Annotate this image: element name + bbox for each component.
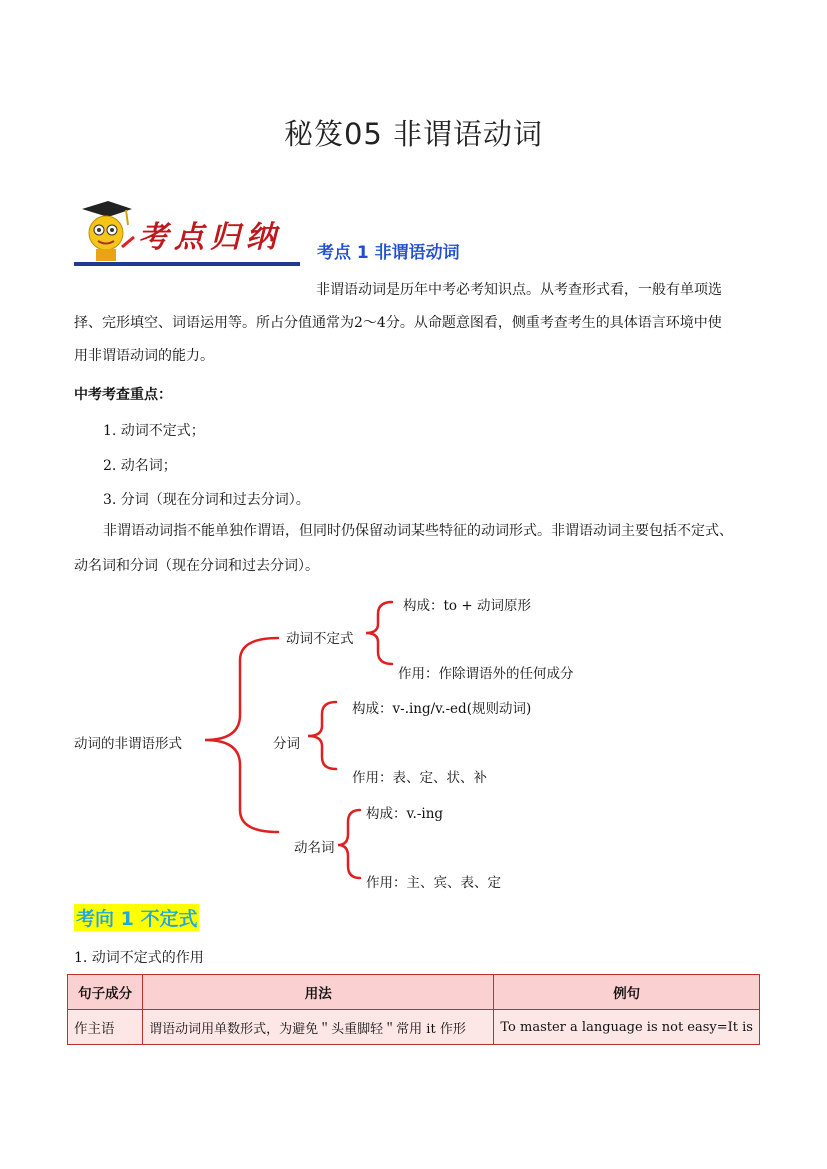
- intro-line-1: 非谓语动词是历年中考必考知识点。从考查形式看，一般有单项选: [316, 282, 722, 298]
- table-header-row: [68, 975, 760, 1010]
- diagram-gerund: 动名词: [294, 840, 335, 856]
- diagram-gerund-form: 构成：v.-ing: [366, 806, 444, 822]
- diagram-infinitive-form: 构成：to + 动词原形: [403, 598, 531, 614]
- table-header-cell: 用法: [143, 975, 494, 1010]
- diagram-infinitive-use: 作用：作除谓语外的任何成分: [398, 666, 574, 682]
- table-header-cell: 例句: [494, 975, 760, 1010]
- diagram-infinitive: 动词不定式: [286, 631, 354, 647]
- diagram-participle-use: 作用：表、定、状、补: [352, 770, 487, 786]
- table-cell: 谓语动词用单数形式，为避免＂头重脚轻＂常用 it 作形: [143, 1010, 494, 1045]
- focus-item-2: 2. 动名词；: [103, 458, 177, 474]
- table-header-cell: 句子成分: [68, 975, 143, 1010]
- kaodian-heading: 考点 1 非谓语动词: [317, 243, 460, 263]
- definition-line-1: 非谓语动词指不能单独作谓语，但同时仍保留动词某些特征的动词形式。非谓语动词主要包括不定式、: [103, 523, 733, 539]
- subsection-heading: 1. 动词不定式的作用: [74, 950, 204, 966]
- diagram-root: 动词的非谓语形式: [74, 736, 182, 752]
- diagram-participle: 分词: [273, 736, 300, 752]
- focus-heading: 中考考查重点：: [74, 387, 172, 403]
- banner-label: 考点归纳: [138, 220, 282, 255]
- diagram-gerund-use: 作用：主、宾、表、定: [366, 875, 501, 891]
- definition-line-2: 动名词和分词（现在分词和过去分词）。: [74, 558, 319, 574]
- table-cell: To master a language is not easy=It is: [494, 1010, 760, 1045]
- focus-item-1: 1. 动词不定式；: [103, 423, 205, 439]
- table-cell: 作主语: [68, 1010, 143, 1045]
- usage-table: [67, 974, 760, 1045]
- intro-line-2: 择、完形填空、词语运用等。所占分值通常为2～4分。从命题意图看，侧重考查考生的具体语言环境中使: [74, 315, 722, 331]
- section-heading: 考向 1 不定式: [74, 904, 199, 931]
- diagram-participle-form: 构成：v-.ing/v.-ed(规则动词): [352, 701, 532, 717]
- intro-line-3: 用非谓语动词的能力。: [74, 348, 214, 364]
- focus-item-3: 3. 分词（现在分词和过去分词）。: [103, 492, 310, 508]
- page-title: 秘笈05 非谓语动词: [283, 117, 544, 151]
- table-row: [68, 1010, 760, 1045]
